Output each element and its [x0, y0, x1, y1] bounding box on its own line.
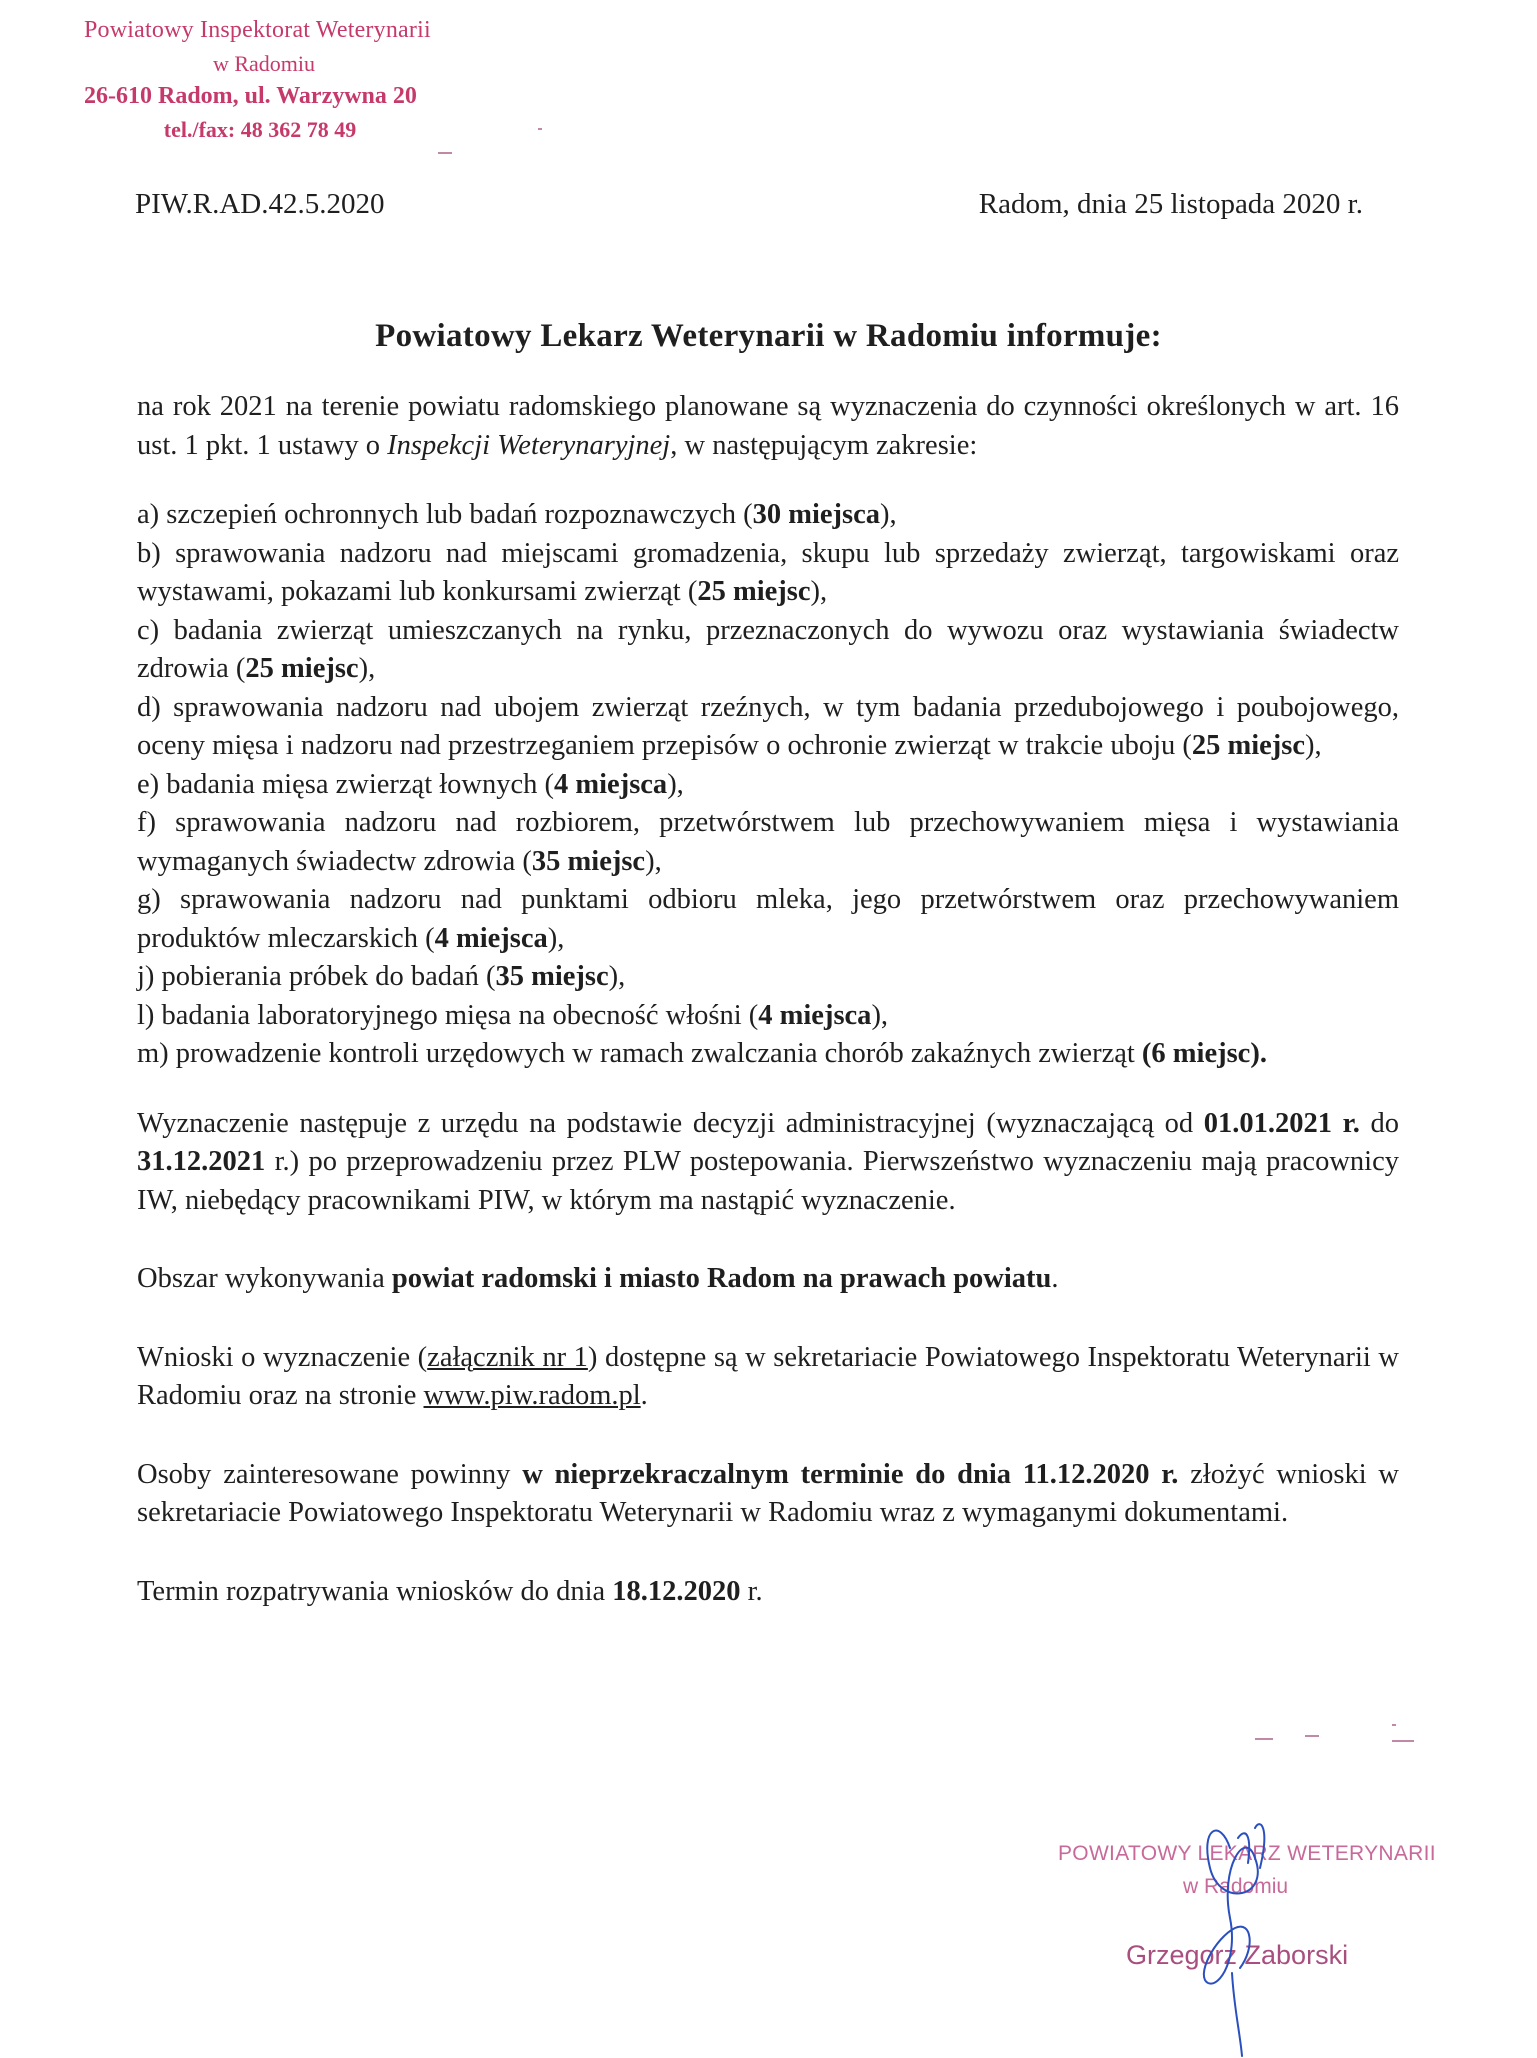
- attachment-link[interactable]: załącznik nr 1: [427, 1341, 588, 1373]
- date-from: 01.01.2021 r.: [1203, 1107, 1360, 1139]
- places-count: 35 miejsc: [531, 845, 646, 877]
- document-heading: Powiatowy Lekarz Weterynarii w Radomiu informuje:: [375, 318, 1162, 354]
- places-count: 25 miejsc: [245, 653, 359, 684]
- review-date: 18.12.2020: [612, 1575, 741, 1607]
- stamp-city: w Radomiu: [212, 51, 316, 76]
- signature-stroke: [1204, 1824, 1264, 2056]
- signature-stamp-city: w Radomiu: [1183, 1875, 1289, 1898]
- places-count: (6 miejsc).: [1141, 1038, 1267, 1069]
- places-count: 35 miejsc: [495, 961, 609, 992]
- scope-item: l) badania laboratoryjnego mięsa na obecność włośni (4 miejsca),: [137, 999, 889, 1031]
- scope-item: c) badania zwierząt umieszczanych na rynku, przeznaczonych do wywozu oraz wystawiania świadectw zdrowia (25 miejsc),: [137, 614, 1399, 684]
- scan-speck: [1305, 1735, 1319, 1737]
- scope-item: m) prowadzenie kontroli urzędowych w ramach zwalczania chorób zakaźnych zwierząt (6 miejsc).: [137, 1038, 1267, 1069]
- places-count: 4 miejsca: [758, 999, 872, 1031]
- scan-speck: [538, 128, 542, 130]
- signatory-name: Grzegorz Zaborski: [1126, 1940, 1349, 1970]
- stamp-address: 26-610 Radom, ul. Warzywna 20: [84, 83, 417, 109]
- scan-speck: [1392, 1724, 1396, 1726]
- scope-item: d) sprawowania nadzoru nad ubojem zwierząt rzeźnych, w tym badania przedubojowego i poubojowego, oceny mięsa i nadzoru nad przestrzeganiem przepisów o ochronie zwierząt w trakcie uboju (25 miejsc),: [137, 691, 1399, 761]
- stamp-institution: Powiatowy Inspektorat Weterynarii: [84, 17, 431, 43]
- scan-speck: [1392, 1740, 1414, 1742]
- scan-speck: [1255, 1738, 1273, 1740]
- law-title: Inspekcji Weterynaryjnej: [387, 429, 671, 461]
- scope-item: b) sprawowania nadzoru nad miejscami gromadzenia, skupu lub sprzedaży zwierząt, targowiskami oraz wystawami, pokazami lub konkursami zwierząt (25 miejsc),: [137, 537, 1399, 607]
- places-count: 4 miejsca: [434, 922, 548, 954]
- document-body: [137, 388, 1399, 1611]
- website-link[interactable]: www.piw.radom.pl: [423, 1380, 641, 1411]
- place-date: Radom, dnia 25 listopada 2020 r.: [978, 188, 1363, 220]
- scope-item: j) pobierania próbek do badań (35 miejsc),: [137, 961, 626, 992]
- scan-speck: [438, 152, 452, 154]
- appointment-paragraph: Wyznaczenie następuje z urzędu na podstawie decyzji administracyjnej (wyznaczającą od 01.01.2021 r. do 31.12.2021 r.) po przeprowadzeniu przez PLW postepowania. Pierwszeństwo wyznaczeniu mają pracownicy IW, niebędący pracownikami PIW, w którym ma nastąpić wyznaczenie.: [137, 1107, 1399, 1216]
- places-count: 30 miejsca: [752, 499, 881, 530]
- scope-list: [137, 496, 1399, 1074]
- date-to: 31.12.2021: [137, 1146, 266, 1177]
- places-count: 25 miejsc: [697, 576, 811, 607]
- letterhead-stamp: [84, 14, 464, 146]
- area-paragraph: Obszar wykonywania powiat radomski i miasto Radom na prawach powiatu.: [137, 1263, 1059, 1294]
- scope-item: f) sprawowania nadzoru nad rozbiorem, przetwórstwem lub przechowywaniem mięsa i wystawiania wymaganych świadectw zdrowia (35 miejsc),: [137, 807, 1399, 877]
- scope-item: a) szczepień ochronnych lub badań rozpoznawczych (30 miejsca),: [137, 499, 897, 530]
- review-paragraph: Termin rozpatrywania wniosków do dnia 18.12.2020 r.: [137, 1575, 763, 1607]
- deadline-paragraph: Osoby zainteresowane powinny w nieprzekraczalnym terminie do dnia 11.12.2020 r. złożyć wnioski w sekretariacie Powiatowego Inspektoratu Weterynarii w Radomiu wraz z wymaganymi dokumentami.: [137, 1458, 1400, 1528]
- scope-item: g) sprawowania nadzoru nad punktami odbioru mleka, jego przetwórstwem oraz przechowywaniem produktów mleczarskich (4 miejsca),: [137, 884, 1399, 954]
- stamp-phone: tel./fax: 48 362 78 49: [163, 117, 357, 142]
- reference-number: PIW.R.AD.42.5.2020: [135, 188, 385, 220]
- places-count: 25 miejsc: [1191, 730, 1306, 761]
- deadline-value: w nieprzekraczalnym terminie do dnia 11.12.2020 r.: [522, 1458, 1179, 1490]
- area-value: powiat radomski i miasto Radom na prawach powiatu: [391, 1263, 1052, 1294]
- intro-paragraph: na rok 2021 na terenie powiatu radomskiego planowane są wyznaczenia do czynności określonych w art. 16 ust. 1 pkt. 1 ustawy o Inspekcji Weterynaryjnej, w następującym zakresie:: [137, 391, 1399, 461]
- signature-stamp-title: POWIATOWY LEKARZ WETERYNARII: [1058, 1842, 1436, 1865]
- applications-paragraph: Wnioski o wyznaczenie (załącznik nr 1) dostępne są w sekretariacie Powiatowego Inspektoratu Weterynarii w Radomiu oraz na stronie www.piw.radom.pl.: [137, 1341, 1400, 1411]
- places-count: 4 miejsca: [554, 768, 668, 800]
- handwritten-signature: [1160, 1808, 1310, 2058]
- scope-item: e) badania mięsa zwierząt łownych (4 miejsca),: [137, 768, 684, 800]
